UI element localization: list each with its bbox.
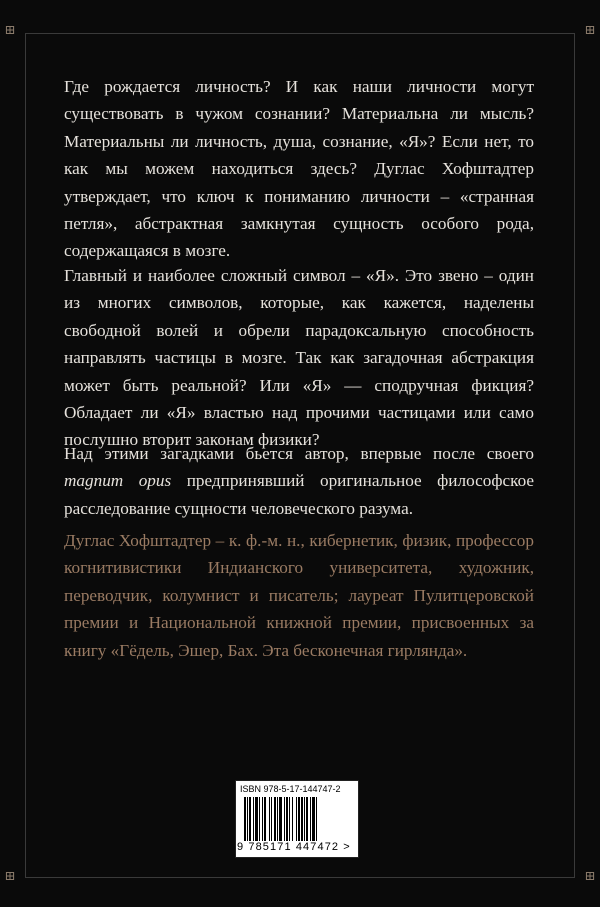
- corner-ornament-icon: ⊞: [584, 868, 596, 883]
- barcode-icon: [244, 797, 344, 841]
- corner-ornament-icon: ⊞: [4, 868, 16, 883]
- barcode-label: [235, 780, 359, 858]
- corner-ornament-icon: ⊞: [4, 22, 16, 37]
- isbn-text: ISBN 978-5-17-144747-2: [240, 784, 341, 794]
- paragraph-text: [64, 440, 534, 522]
- description-paragraph-2: [64, 262, 534, 454]
- description-paragraph-3: [64, 440, 534, 522]
- author-bio: [64, 527, 534, 664]
- paragraph-text: Главный и наиболее сложный символ – «Я». Это звено – один из многих символов, которые, как кажется, наделены свободной волей и обрели парадоксальную способность направлять частицы в мозге. Так как загадочная абстракция может быть реальной? Или «Я» — сподручная фикция? Обладает ли «Я» властью над прочими частицами или само послушно вторит законам физики?: [64, 266, 534, 450]
- author-bio-text: Дуглас Хофштадтер – к. ф.-м. н., кибернетик, физик, профессор когнитивистики Индианского университета, художник, переводчик, колумнист и писатель; лауреат Пулитцеровской премии и Национальной книжной премии, присвоенных за книгу «Гёдель, Эшер, Бах. Эта бесконечная гирлянда».: [64, 531, 534, 660]
- barcode-digits: 9 785171 447472 >: [237, 841, 351, 853]
- paragraph-text: Где рождается личность? И как наши личности могут существовать в чужом сознании? Материальна ли мысль? Материальны ли личность, душа, сознание, «Я»? Если нет, то как мы можем находиться здесь? Дуглас Хофштадтер утверждает, что ключ к пониманию личности – «странная петля», абстрактная замкнутая сущность особого рода, содержащаяся в мозге.: [64, 77, 534, 261]
- paragraph-text-end: предпринявший оригинальное философское расследование сущности человеческого разума.: [64, 471, 534, 518]
- paragraph-text-start: Над этими загадками бьется автор, впервые после своего: [64, 444, 534, 463]
- italic-phrase: magnum opus: [64, 471, 172, 491]
- corner-ornament-icon: ⊞: [584, 22, 596, 37]
- description-paragraph-1: [64, 73, 534, 265]
